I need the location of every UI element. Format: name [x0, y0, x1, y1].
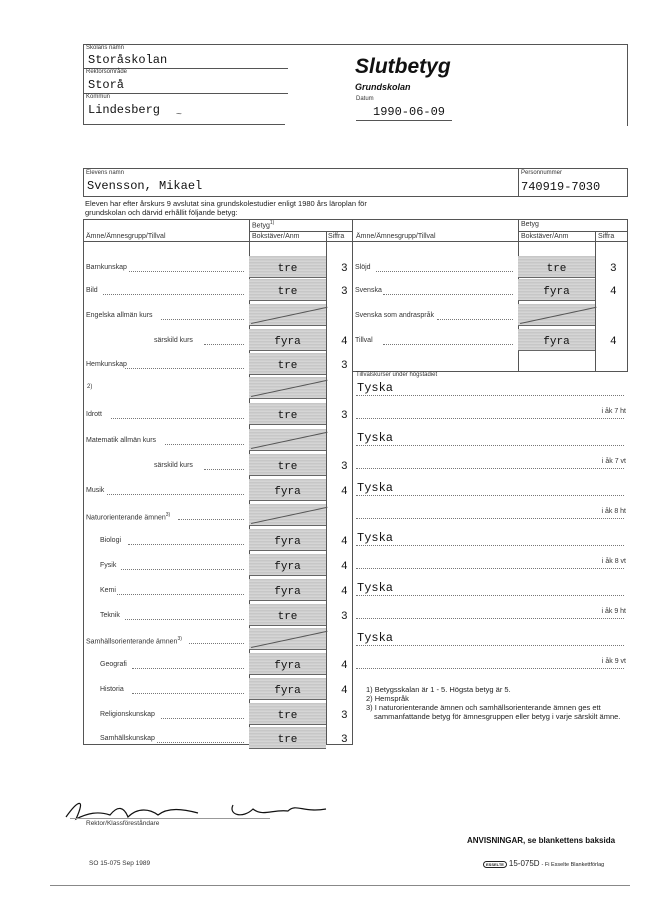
footnote-3: 3) I naturorienterande ämnen och samhällsorienterande ämnen ges ett sammanfattande betyg för ämnesgruppen eller betyg i varje särskilt ämne. [366, 703, 621, 721]
term-line [356, 418, 624, 419]
subject-label [86, 487, 104, 494]
form-right [483, 859, 604, 868]
grade-letters-cell [249, 727, 326, 749]
subject-text: Bild [86, 287, 98, 294]
intro-text: Eleven har efter årskurs 9 avslutat sina grundskolestudier enligt 1980 års läroplan för grundskolan och därvid erhållit följande betyg: [85, 199, 367, 217]
grade-crossed-cell [249, 504, 326, 526]
subject-label [100, 612, 120, 619]
course-term: i åk 7 vt [601, 458, 626, 465]
grade-word: tre [277, 286, 298, 298]
grade-digit: 4 [341, 486, 348, 498]
col-subject-left: Ämne/Ämnesgrupp/Tillval [86, 233, 166, 240]
strike-line [251, 307, 328, 324]
strike-line [251, 380, 328, 397]
subject-text: Svenska som andraspråk [355, 312, 434, 319]
grade-word: fyra [274, 336, 301, 348]
grade-digit: 4 [341, 685, 348, 697]
grade-digit: 4 [341, 561, 348, 573]
grade-word: fyra [274, 586, 301, 598]
subject-text: Kemi [100, 587, 116, 594]
hemsprak-footnote-mark: 2) [87, 384, 93, 390]
course-term: i åk 8 ht [601, 508, 626, 515]
subject-text: Hemkunskap [86, 361, 127, 368]
leader-dots [204, 344, 244, 345]
col-betyg-left: Betyg$^{1)}$ [252, 220, 275, 230]
leader-dots [117, 594, 244, 595]
grade-word: tre [277, 710, 298, 722]
grade-digit: 3 [341, 360, 348, 372]
footnote-ref: 3) [177, 636, 182, 642]
footnote-1: 1) Betygsskalan är 1 - 5. Högsta betyg är 5. [366, 685, 511, 694]
subject-label [355, 312, 434, 319]
grade-letters-cell [249, 554, 326, 576]
leader-dots [165, 444, 244, 445]
leader-dots [204, 469, 244, 470]
course-line [356, 495, 624, 496]
subject-text: Matematik allmän kurs [86, 437, 157, 444]
subject-label [355, 287, 382, 294]
subject-label [100, 735, 155, 742]
subject-text: Idrott [86, 411, 102, 418]
subject-label [86, 636, 182, 645]
footnote-2: 2) Hemspråk [366, 694, 409, 703]
subject-text: Tillval [355, 337, 373, 344]
footnotes [366, 685, 628, 721]
subject-label [86, 361, 127, 368]
grade-word: tre [277, 461, 298, 473]
leader-dots [132, 693, 244, 694]
date-value: 1990-06-09 [373, 105, 446, 119]
subject-label [86, 437, 156, 444]
grade-digit: 3 [610, 263, 617, 275]
grade-crossed-cell [249, 429, 326, 451]
grade-crossed-cell [249, 628, 326, 650]
grade-word: tre [277, 263, 298, 275]
grade-digit: 3 [341, 734, 348, 746]
optional-course: Tyska [357, 581, 394, 595]
strike-line [520, 307, 597, 324]
col-subject-right: Ämne/Ämnesgrupp/Tillval [356, 233, 436, 240]
grade-digit: 3 [341, 286, 348, 298]
leader-dots [107, 494, 244, 495]
grade-digit: 3 [341, 410, 348, 422]
subject-label [100, 711, 155, 718]
pnr-label: Personnummer [521, 170, 563, 176]
grade-letters-cell [249, 403, 326, 425]
optional-course: Tyska [357, 481, 394, 495]
subject-text: Biologi [100, 537, 122, 544]
leader-dots [125, 619, 244, 620]
subject-text: Historia [100, 686, 124, 693]
grade-word: fyra [274, 536, 301, 548]
grade-word: fyra [274, 685, 301, 697]
leader-dots [178, 519, 244, 520]
course-term: i åk 7 ht [601, 408, 626, 415]
leader-dots [128, 544, 244, 545]
subject-label [100, 686, 124, 693]
term-line [356, 568, 624, 569]
course-term: i åk 8 vt [601, 558, 626, 565]
school-label: Skolans namn [86, 45, 125, 51]
esselte-logo: ESSELTE [483, 861, 507, 868]
grade-digit: 4 [341, 336, 348, 348]
col-betyg-right: Betyg [521, 221, 539, 228]
course-line [356, 395, 624, 396]
leader-dots [111, 418, 244, 419]
subject-text: Fysik [100, 562, 117, 569]
municipality-name: Lindesberg [88, 103, 161, 117]
grade-crossed-cell [249, 304, 326, 326]
grade-letters-cell [249, 703, 326, 725]
course-term: i åk 9 vt [601, 658, 626, 665]
form-right-code: 15-075D [508, 859, 540, 868]
grade-letters-cell [249, 529, 326, 551]
grade-letters-cell [518, 329, 595, 351]
leader-dots [121, 569, 244, 570]
grade-digit: 3 [341, 263, 348, 275]
term-line [356, 518, 624, 519]
subject-text: särskild kurs [154, 462, 193, 469]
pnr-value: 740919-7030 [521, 180, 601, 194]
leader-dots [161, 319, 244, 320]
grade-digit: 4 [341, 586, 348, 598]
leader-dots [161, 718, 244, 719]
term-line [356, 618, 624, 619]
form-right-publisher: - Fi Esselte Blankettförlag [541, 862, 605, 868]
grade-digit: 4 [341, 536, 348, 548]
grade-word: fyra [274, 660, 301, 672]
student-name: Svensson, Mikael [87, 179, 203, 193]
subject-label [100, 562, 116, 569]
subject-label [355, 337, 373, 344]
subject-text: Engelska allmän kurs [86, 312, 153, 319]
subject-label [154, 337, 193, 344]
leader-dots [129, 271, 244, 272]
grade-word: tre [277, 734, 298, 746]
optional-course: Tyska [357, 431, 394, 445]
col-digit-left: Siffra [328, 233, 345, 240]
page-subtitle: Grundskolan [355, 82, 411, 92]
subject-text: Religionskunskap [100, 711, 155, 718]
optional-course: Tyska [357, 531, 394, 545]
grade-letters-cell [249, 279, 326, 301]
grade-word: fyra [274, 561, 301, 573]
leader-dots [157, 742, 244, 743]
grade-letters-cell [249, 678, 326, 700]
subject-label [86, 287, 98, 294]
grade-word: tre [546, 263, 567, 275]
grade-letters-cell [518, 256, 595, 278]
grade-digit: 3 [341, 710, 348, 722]
grade-digit: 4 [341, 660, 348, 672]
area-label: Rektorsområde [86, 69, 128, 75]
form-code: SO 15-075 Sep 1989 [89, 860, 151, 867]
instructions: ANVISNINGAR, se blankettens baksida [467, 836, 616, 845]
grade-digit: 3 [341, 461, 348, 473]
subject-text: Samhällsorienterande ämnen [86, 638, 178, 646]
area-name: Storå [88, 78, 125, 92]
term-line [356, 468, 624, 469]
grade-letters-cell [249, 653, 326, 675]
subject-label [100, 661, 127, 668]
grade-letters-cell [249, 479, 326, 501]
grade-word: fyra [543, 286, 570, 298]
grade-digit: 4 [610, 336, 617, 348]
grade-word: tre [277, 360, 298, 372]
date-label: Datum [356, 96, 374, 102]
grade-letters-cell [249, 604, 326, 626]
subject-label [86, 411, 102, 418]
leader-dots [132, 668, 244, 669]
subject-text: Teknik [100, 612, 120, 619]
sign-label: Rektor/Klassföreståndare [86, 820, 160, 827]
subject-label [355, 264, 371, 271]
optional-courses-label: Tillvalskurser under högstadiet [356, 372, 438, 378]
subject-text: Barnkunskap [86, 264, 127, 271]
grade-letters-cell [249, 353, 326, 375]
strike-line [251, 432, 328, 449]
grade-letters-cell [518, 279, 595, 301]
course-term: i åk 9 ht [601, 608, 626, 615]
footnote-ref: 3) [165, 512, 171, 518]
student-name-label: Elevens namn [86, 170, 125, 176]
grade-digit: 4 [610, 286, 617, 298]
grade-letters-cell [249, 579, 326, 601]
subject-text: Samhällskunskap [100, 735, 155, 742]
leader-dots [189, 643, 244, 644]
grade-word: fyra [543, 336, 570, 348]
grade-crossed-cell [249, 377, 326, 399]
leader-dots [437, 319, 513, 320]
tilde-mark: ~ [176, 109, 182, 120]
subject-text: Slöjd [355, 264, 371, 271]
subject-label [100, 537, 121, 544]
subject-text: särskild kurs [154, 337, 193, 344]
grade-digit: 3 [341, 611, 348, 623]
optional-course: Tyska [357, 631, 394, 645]
leader-dots [125, 368, 244, 369]
course-line [356, 445, 624, 446]
course-line [356, 595, 624, 596]
col-digit-right: Siffra [598, 233, 615, 240]
course-line [356, 545, 624, 546]
strike-line [251, 631, 328, 648]
strike-line [251, 507, 328, 524]
municipality-label: Kommun [86, 94, 111, 100]
grade-letters-cell [249, 329, 326, 351]
school-name: Storåskolan [88, 53, 168, 67]
col-letters-left: Bokstäver/Anm [252, 233, 300, 240]
grade-crossed-cell [518, 304, 595, 326]
subject-text: Musik [86, 487, 105, 494]
page-title: Slutbetyg [355, 55, 451, 78]
grade-word: fyra [274, 486, 301, 498]
optional-course: Tyska [357, 381, 394, 395]
grade-letters-cell [249, 256, 326, 278]
grade-word: tre [277, 611, 298, 623]
leader-dots [383, 294, 513, 295]
term-line [356, 668, 624, 669]
leader-dots [103, 294, 244, 295]
subject-label [86, 264, 127, 271]
leader-dots [376, 271, 513, 272]
subject-label [86, 312, 153, 319]
subject-label [154, 462, 193, 469]
subject-label [86, 512, 170, 521]
col-letters-right: Bokstäver/Anm [521, 233, 569, 240]
subject-text: Naturorienterande ämnen [86, 514, 166, 522]
course-line [356, 645, 624, 646]
leader-dots [383, 344, 513, 345]
grade-word: tre [277, 410, 298, 422]
subject-label [100, 587, 116, 594]
subject-text: Geografi [100, 661, 127, 668]
subject-text: Svenska [355, 287, 382, 294]
grade-letters-cell [249, 454, 326, 476]
